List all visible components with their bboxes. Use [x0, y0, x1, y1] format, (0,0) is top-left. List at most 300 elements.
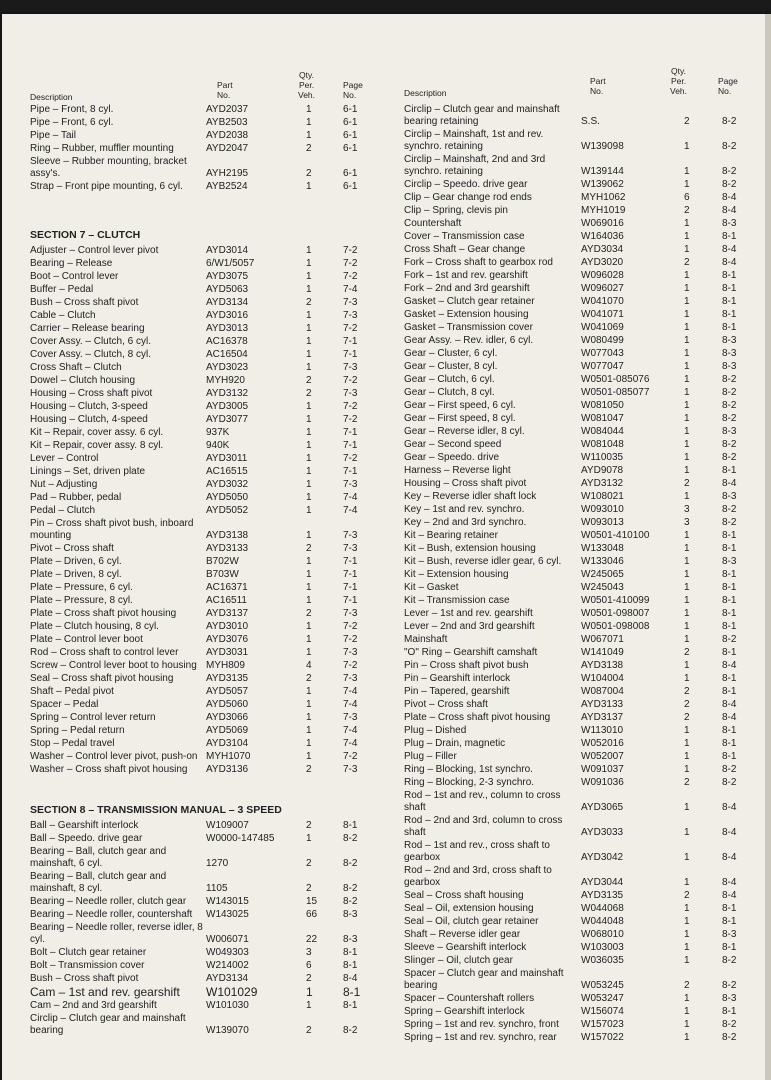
row-page-number: 7-3 [343, 673, 358, 684]
row-page-number: 8-1 [343, 960, 358, 971]
row-description: Plate – Cross shaft pivot housing [404, 712, 551, 723]
parts-row [30, 156, 375, 180]
row-description: Pad – Rubber, pedal [30, 492, 122, 503]
parts-row [30, 245, 375, 257]
row-part-number: W139062 [581, 179, 624, 190]
row-description: Spring – Pedal return [30, 725, 125, 736]
row-part-number: AYD3066 [206, 712, 249, 723]
row-description: Lever – 2nd and 3rd gearshift [404, 621, 535, 632]
row-part-number: W133048 [581, 543, 624, 554]
row-quantity: 1 [684, 929, 690, 940]
row-description: Stop – Pedal travel [30, 738, 115, 749]
row-description: Ball – Speedo. drive gear [30, 833, 143, 844]
row-part-number: W068010 [581, 929, 624, 940]
row-part-number: W081050 [581, 400, 624, 411]
parts-row [30, 960, 375, 972]
row-quantity: 1 [684, 270, 690, 281]
parts-row [30, 582, 375, 594]
row-part-number: W0501-098008 [581, 621, 650, 632]
row-quantity: 1 [684, 218, 690, 229]
row-quantity: 1 [684, 660, 690, 671]
parts-row [30, 556, 375, 568]
row-page-number: 7-1 [343, 427, 358, 438]
row-page-number: 7-4 [343, 492, 358, 503]
parts-row [404, 764, 760, 776]
parts-row [404, 929, 760, 941]
row-part-number: AYD3011 [206, 453, 248, 464]
row-quantity: 2 [306, 673, 312, 684]
row-quantity: 6 [306, 960, 312, 971]
parts-row [404, 205, 760, 217]
row-page-number: 7-4 [343, 284, 358, 295]
row-description: Rod – 2nd and 3rd, cross shaft to gearbox [404, 865, 552, 888]
row-page-number: 8-1 [722, 465, 737, 476]
row-page-number: 8-1 [722, 231, 737, 242]
row-page-number: 8-2 [722, 452, 737, 463]
row-description: Washer – Control lever pivot, push-on [30, 751, 198, 762]
row-page-number: 8-1 [722, 725, 737, 736]
row-description: Spacer – Countershaft rollers [404, 993, 535, 1004]
row-quantity: 1 [684, 166, 690, 177]
row-quantity: 1 [684, 439, 690, 450]
row-page-number: 8-2 [722, 387, 737, 398]
row-quantity: 1 [306, 271, 312, 282]
row-page-number: 8-2 [722, 777, 737, 788]
row-description: Gear – Clutch, 6 cyl. [404, 374, 495, 385]
row-part-number: AYD3031 [206, 647, 249, 658]
header-page-no: Page No. [343, 80, 363, 100]
row-description: Spring – Gearshift interlock [404, 1006, 525, 1017]
header-page-no: Page No. [718, 76, 738, 96]
row-part-number: W164036 [581, 231, 624, 242]
row-description: Key – Reverse idler shaft lock [404, 491, 537, 502]
row-quantity: 2 [684, 699, 690, 710]
row-quantity: 1 [306, 634, 312, 645]
row-quantity: 1 [684, 955, 690, 966]
row-quantity: 1 [684, 141, 690, 152]
row-quantity: 2 [306, 543, 312, 554]
parts-row [30, 492, 375, 504]
row-part-number: AYD3134 [206, 973, 249, 984]
row-description: Buffer – Pedal [30, 284, 94, 295]
row-part-number: W080499 [581, 335, 624, 346]
row-page-number: 7-4 [343, 725, 358, 736]
row-page-number: 7-3 [343, 479, 358, 490]
parts-row [30, 833, 375, 845]
row-page-number: 7-4 [343, 505, 358, 516]
row-quantity: 1 [306, 712, 312, 723]
row-description: Ring – Blocking, 2-3 synchro. [404, 777, 535, 788]
row-page-number: 7-1 [343, 440, 358, 451]
row-part-number: W053245 [581, 980, 624, 991]
row-part-number: W052007 [581, 751, 624, 762]
section-8-title: SECTION 8 – TRANSMISSION MANUAL – 3 SPEED [30, 804, 282, 816]
row-description: Fork – 1st and rev. gearshift [404, 270, 528, 281]
row-page-number: 8-2 [343, 1025, 358, 1036]
parts-row [404, 777, 760, 789]
row-description: Lever – 1st and rev. gearshift [404, 608, 533, 619]
row-part-number: W0501-098007 [581, 608, 650, 619]
row-page-number: 8-2 [722, 413, 737, 424]
row-page-number: 7-1 [343, 349, 358, 360]
row-part-number: AYD3042 [581, 852, 624, 863]
row-quantity: 1 [306, 466, 312, 477]
parts-row [30, 466, 375, 478]
row-description: Ring – Blocking, 1st synchro. [404, 764, 533, 775]
row-quantity: 6 [684, 192, 690, 203]
row-quantity: 2 [306, 820, 312, 831]
row-quantity: 1 [684, 582, 690, 593]
row-part-number: AYD3137 [581, 712, 624, 723]
row-part-number: W0501-085076 [581, 374, 650, 385]
row-description: Spring – Control lever return [30, 712, 156, 723]
row-part-number: W0501-085077 [581, 387, 650, 398]
parts-row [404, 890, 760, 902]
row-description: Pin – Cross shaft pivot bush, inboard mounting [30, 518, 194, 541]
row-part-number: AYB2524 [206, 181, 248, 192]
row-part-number: W041069 [581, 322, 624, 333]
row-quantity: 1 [684, 231, 690, 242]
parts-row [404, 699, 760, 711]
row-part-number: W139098 [581, 141, 624, 152]
row-description: Plate – Pressure, 6 cyl. [30, 582, 133, 593]
row-part-number: W109007 [206, 820, 249, 831]
row-description: Kit – Bush, reverse idler gear, 6 cyl. [404, 556, 562, 567]
parts-row [30, 922, 375, 946]
header-part-no: Part No. [590, 76, 606, 96]
row-quantity: 2 [306, 375, 312, 386]
row-quantity: 1 [306, 985, 313, 999]
row-quantity: 1 [306, 751, 312, 762]
row-description: Ball – Gearshift interlock [30, 820, 139, 831]
row-part-number: AYD3016 [206, 310, 249, 321]
row-part-number: W091037 [581, 764, 624, 775]
row-page-number: 6-1 [343, 181, 358, 192]
parts-row [404, 686, 760, 698]
parts-row [404, 1019, 760, 1031]
row-quantity: 1 [684, 827, 690, 838]
row-quantity: 1 [684, 413, 690, 424]
row-page-number: 8-1 [343, 985, 361, 999]
row-part-number: MYH1019 [581, 205, 626, 216]
parts-row [404, 647, 760, 659]
row-description: Bearing – Needle roller, countershaft [30, 909, 193, 920]
parts-row [404, 129, 760, 153]
row-quantity: 4 [306, 660, 312, 671]
parts-row [404, 608, 760, 620]
row-description: Cover Assy. – Clutch, 6 cyl. [30, 336, 151, 347]
row-page-number: 8-4 [722, 478, 737, 489]
parts-row [30, 414, 375, 426]
row-description: Key – 2nd and 3rd synchro. [404, 517, 527, 528]
row-page-number: 6-1 [343, 168, 358, 179]
parts-row [404, 309, 760, 321]
parts-row [404, 569, 760, 581]
parts-row [404, 361, 760, 373]
row-quantity: 1 [306, 582, 312, 593]
row-quantity: 1 [306, 440, 312, 451]
row-quantity: 1 [306, 556, 312, 567]
row-quantity: 1 [684, 179, 690, 190]
row-part-number: W101030 [206, 1000, 249, 1011]
row-description: Gear – Cluster, 8 cyl. [404, 361, 498, 372]
row-page-number: 7-2 [343, 751, 358, 762]
row-part-number: W103003 [581, 942, 624, 953]
row-part-number: 1105 [206, 883, 228, 894]
row-page-number: 7-3 [343, 764, 358, 775]
row-part-number: W133046 [581, 556, 624, 567]
parts-row [404, 751, 760, 763]
row-description: Pipe – Front, 8 cyl. [30, 104, 114, 115]
row-quantity: 1 [684, 530, 690, 541]
row-part-number: MYH1062 [581, 192, 626, 203]
row-page-number: 8-2 [722, 179, 737, 190]
parts-row [404, 478, 760, 490]
row-part-number: AYD3132 [581, 478, 624, 489]
row-page-number: 8-1 [343, 947, 358, 958]
row-description: Bolt – Transmission cover [30, 960, 145, 971]
row-page-number: 8-1 [722, 309, 737, 320]
parts-row [404, 556, 760, 568]
row-description: Pin – Tapered, gearshift [404, 686, 510, 697]
row-part-number: AYD3137 [206, 608, 249, 619]
row-page-number: 8-1 [722, 543, 737, 554]
row-part-number: AC16378 [206, 336, 248, 347]
parts-row [404, 725, 760, 737]
row-page-number: 7-3 [343, 362, 358, 373]
row-description: Kit – Bush, extension housing [404, 543, 536, 554]
row-page-number: 7-3 [343, 608, 358, 619]
row-part-number: W036035 [581, 955, 624, 966]
row-part-number: AYD3020 [581, 257, 624, 268]
row-part-number: B702W [206, 556, 239, 567]
row-quantity: 1 [306, 738, 312, 749]
row-quantity: 2 [684, 257, 690, 268]
row-quantity: 1 [684, 387, 690, 398]
row-part-number: AYD3134 [206, 297, 249, 308]
parts-row [404, 790, 760, 814]
column-header [404, 62, 760, 104]
row-part-number: W067071 [581, 634, 624, 645]
row-page-number: 8-1 [722, 296, 737, 307]
row-description: Plate – Pressure, 8 cyl. [30, 595, 133, 606]
row-description: Circlip – Mainshaft, 1st and rev. synchro. retaining [404, 129, 544, 152]
row-description: Slinger – Oil, clutch gear [404, 955, 513, 966]
parts-row [30, 323, 375, 335]
row-part-number: W245065 [581, 569, 624, 580]
row-quantity: 1 [306, 1000, 312, 1011]
row-page-number: 7-3 [343, 310, 358, 321]
parts-row [30, 871, 375, 895]
parts-row [404, 400, 760, 412]
row-description: Plate – Driven, 8 cyl. [30, 569, 122, 580]
row-part-number: S.S. [581, 116, 600, 127]
row-part-number: W053247 [581, 993, 624, 1004]
row-quantity: 1 [306, 284, 312, 295]
parts-row [30, 673, 375, 685]
row-part-number: AYD5069 [206, 725, 249, 736]
parts-row [30, 712, 375, 724]
row-description: Bearing – Needle roller, clutch gear [30, 896, 187, 907]
row-part-number: AYD5050 [206, 492, 249, 503]
row-description: Strap – Front pipe mounting, 6 cyl. [30, 181, 183, 192]
parts-row [404, 257, 760, 269]
row-part-number: AYD5063 [206, 284, 249, 295]
row-quantity: 1 [684, 244, 690, 255]
row-part-number: AYD3034 [581, 244, 624, 255]
row-quantity: 1 [684, 725, 690, 736]
row-page-number: 8-1 [722, 647, 737, 658]
row-part-number: B703W [206, 569, 239, 580]
row-description: Fork – 2nd and 3rd gearshift [404, 283, 530, 294]
row-page-number: 7-4 [343, 699, 358, 710]
row-page-number: 8-1 [722, 283, 737, 294]
row-part-number: W096027 [581, 283, 624, 294]
row-page-number: 8-4 [722, 802, 737, 813]
row-page-number: 8-1 [722, 738, 737, 749]
row-description: Kit – Extension housing [404, 569, 509, 580]
row-part-number: MYH1070 [206, 751, 251, 762]
row-page-number: 8-2 [722, 116, 737, 127]
parts-row [404, 543, 760, 555]
row-quantity: 1 [306, 362, 312, 373]
parts-row [30, 388, 375, 400]
parts-row [30, 725, 375, 737]
row-page-number: 8-2 [343, 833, 358, 844]
row-page-number: 7-3 [343, 647, 358, 658]
row-part-number: W156074 [581, 1006, 624, 1017]
row-page-number: 8-1 [722, 322, 737, 333]
row-quantity: 2 [306, 764, 312, 775]
parts-row [404, 1006, 760, 1018]
row-quantity: 1 [684, 634, 690, 645]
row-quantity: 15 [306, 896, 318, 907]
parts-row [30, 297, 375, 309]
row-part-number: AYD2038 [206, 130, 249, 141]
parts-row [404, 270, 760, 282]
parts-row [30, 117, 375, 129]
row-description: Housing – Cross shaft pivot [30, 388, 153, 399]
row-page-number: 7-2 [343, 323, 358, 334]
row-quantity: 1 [684, 852, 690, 863]
row-description: Bearing – Ball, clutch gear and mainshaft, 6 cyl. [30, 846, 167, 869]
row-quantity: 1 [684, 621, 690, 632]
row-quantity: 1 [684, 283, 690, 294]
row-part-number: AYD3076 [206, 634, 249, 645]
row-quantity: 1 [684, 942, 690, 953]
row-quantity: 1 [306, 505, 312, 516]
row-page-number: 8-1 [722, 621, 737, 632]
parts-row [30, 595, 375, 607]
row-part-number: AYD3005 [206, 401, 249, 412]
row-quantity: 1 [684, 608, 690, 619]
row-quantity: 1 [306, 349, 312, 360]
row-quantity: 1 [684, 916, 690, 927]
row-quantity: 2 [306, 1025, 312, 1036]
row-page-number: 8-3 [722, 348, 737, 359]
row-page-number: 8-4 [343, 973, 358, 984]
row-part-number: AYD9078 [581, 465, 624, 476]
row-quantity: 1 [306, 310, 312, 321]
row-part-number: W087004 [581, 686, 624, 697]
row-description: Cam – 2nd and 3rd gearshift [30, 1000, 157, 1011]
row-page-number: 8-1 [722, 686, 737, 697]
row-page-number: 8-3 [722, 361, 737, 372]
header-description: Description [404, 88, 447, 98]
row-page-number: 8-3 [343, 909, 358, 920]
row-quantity: 1 [306, 569, 312, 580]
row-quantity: 2 [306, 973, 312, 984]
row-quantity: 1 [306, 427, 312, 438]
row-quantity: 1 [684, 903, 690, 914]
section-7-rows [30, 245, 375, 776]
row-page-number: 7-2 [343, 453, 358, 464]
row-part-number: W139070 [206, 1025, 249, 1036]
row-page-number: 8-1 [722, 1006, 737, 1017]
row-part-number: W0501-410100 [581, 530, 650, 541]
row-part-number: 1270 [206, 858, 229, 869]
row-part-number: AYD5052 [206, 505, 249, 516]
parts-row [404, 517, 760, 529]
row-part-number: 940K [206, 440, 230, 451]
parts-row [404, 491, 760, 503]
parts-row [30, 130, 375, 142]
parts-row [30, 1000, 375, 1012]
row-part-number: W006071 [206, 934, 249, 945]
row-page-number: 8-3 [722, 556, 737, 567]
row-description: Circlip – Mainshaft, 2nd and 3rd synchro. retaining [404, 154, 546, 177]
row-page-number: 8-1 [722, 270, 737, 281]
parts-row [404, 192, 760, 204]
row-part-number: W049303 [206, 947, 249, 958]
row-description: Gear – First speed, 6 cyl. [404, 400, 516, 411]
row-page-number: 8-1 [722, 608, 737, 619]
column-header [30, 62, 375, 104]
row-quantity: 22 [306, 934, 318, 945]
top-rows [30, 104, 375, 193]
row-description: Boot – Control lever [30, 271, 119, 282]
row-description: Rod – 2nd and 3rd, column to cross shaft [404, 815, 563, 838]
row-page-number: 7-2 [343, 375, 358, 386]
row-part-number: AYD3104 [206, 738, 249, 749]
row-description: Gear Assy. – Rev. idler, 6 cyl. [404, 335, 534, 346]
row-page-number: 7-1 [343, 595, 358, 606]
row-description: Plate – Control lever boot [30, 634, 143, 645]
row-quantity: 1 [684, 322, 690, 333]
row-description: Key – 1st and rev. synchro. [404, 504, 525, 515]
row-page-number: 8-3 [722, 929, 737, 940]
row-quantity: 1 [684, 569, 690, 580]
row-page-number: 8-2 [722, 166, 737, 177]
row-part-number: AYD2037 [206, 104, 249, 115]
row-description: Clip – Spring, clevis pin [404, 205, 508, 216]
row-part-number: W052016 [581, 738, 624, 749]
parts-row [30, 647, 375, 659]
row-description: Sleeve – Rubber mounting, bracket assy's. [30, 156, 187, 179]
row-part-number: W245043 [581, 582, 624, 593]
parts-row [404, 903, 760, 915]
parts-row [404, 955, 760, 967]
row-part-number: AYD3135 [581, 890, 624, 901]
row-page-number: 8-1 [343, 820, 358, 831]
row-quantity: 3 [306, 947, 312, 958]
row-description: Pipe – Front, 6 cyl. [30, 117, 114, 128]
parts-row [404, 231, 760, 243]
row-description: Plug – Drain, magnetic [404, 738, 506, 749]
row-part-number: W113010 [581, 725, 624, 736]
row-quantity: 1 [684, 751, 690, 762]
row-description: Circlip – Clutch gear and mainshaft bearing [30, 1013, 186, 1036]
